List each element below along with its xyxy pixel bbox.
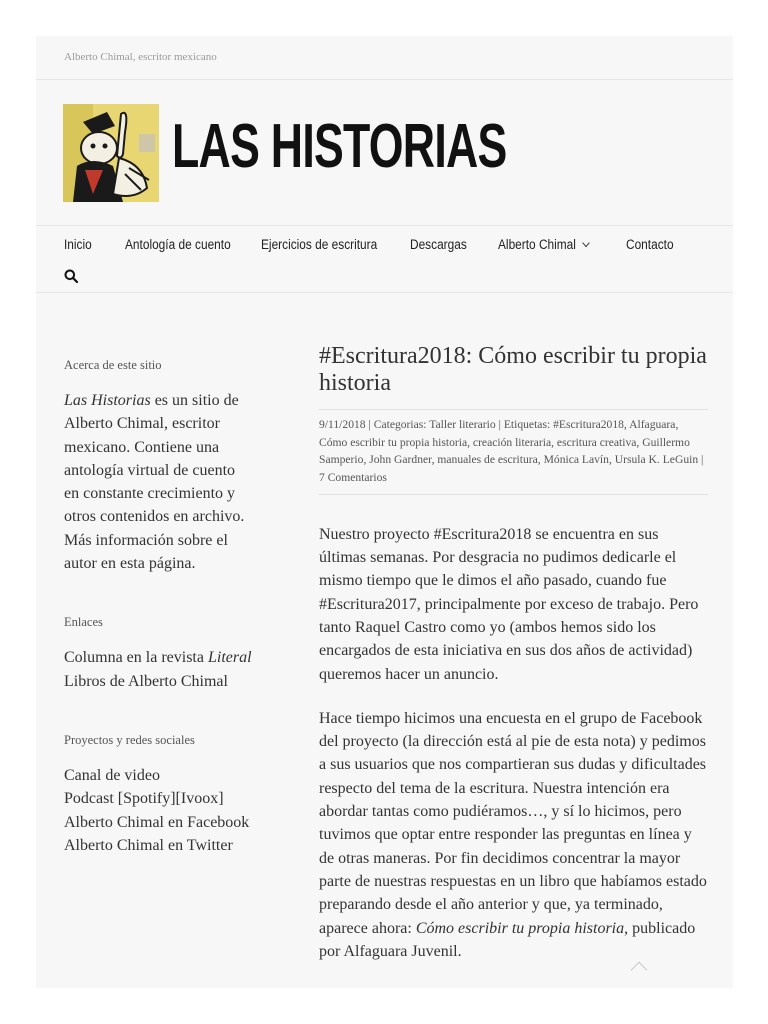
nav-item-descargas[interactable]: Descargas: [410, 237, 467, 252]
tag-link[interactable]: escritura creativa: [556, 435, 637, 449]
comments-link[interactable]: 7 Comentarios: [319, 471, 387, 485]
widget-projects: [64, 733, 254, 857]
raquel-castro-link[interactable]: Raquel Castro: [355, 619, 447, 636]
widget-links: [64, 615, 254, 693]
search-icon[interactable]: [64, 269, 78, 283]
projects-list: [64, 764, 254, 857]
link-label-italic: Literal: [207, 649, 252, 667]
post-paragraph-1: [319, 523, 708, 686]
nav-item-contacto[interactable]: Contacto: [626, 237, 674, 252]
link-columna-literal[interactable]: [64, 646, 254, 669]
link-facebook[interactable]: Alberto Chimal en Facebook: [64, 813, 250, 831]
site-header: [36, 80, 733, 226]
paragraph-text: Hace tiempo hicimos una encuesta en el grupo de Facebook del proyecto (la dirección está al pie de esta nota) y pedimos a sus usuarios que nos compartieran sus dudas y dificultades respecto del tema de la escritura. Nuestra intención era abordar tantas como pudiéramos…, y sí lo hicimos, pero tuvimos que optar entre responder las preguntas en línea y de otras maneras. Por fin decidimos concentrar la mayor parte de nuestras respuestas en un libro que habíamos estado preparando desde el año anterior y que, ya terminado, aparece ahora:: [319, 709, 707, 937]
nav-item-ejercicios[interactable]: Ejercicios de escritura: [261, 237, 378, 252]
links-list: [64, 646, 254, 693]
post-content: [319, 343, 708, 963]
tag-link[interactable]: creación literaria: [472, 435, 552, 449]
book-title-italic: Cómo escribir tu propia historia: [415, 919, 625, 937]
post-paragraph-2: [319, 707, 708, 963]
link-canal-video[interactable]: Canal de video: [64, 766, 160, 784]
about-text: [64, 389, 254, 575]
paragraph-text: Nuestro proyecto #Escritura2018 se encuentra en sus últimas semanas. Por desgracia no pudimos dedicarle el mismo tiempo que le dimos el año pasado, cuando fue #Escritura2017, principalmente por exceso de trabajo. Pero tanto: [319, 525, 699, 636]
scroll-to-top-icon[interactable]: [631, 962, 648, 979]
site-tagline: Alberto Chimal, escritor mexicano: [36, 36, 733, 80]
paragraph-text: , publicado por Alfaguara Juvenil.: [319, 919, 696, 960]
tag-link[interactable]: Alfaguara: [629, 418, 676, 431]
page: [36, 36, 733, 988]
categories-label: Categorias:: [373, 418, 430, 431]
tags-list: #Escritura2018, Alfaguara, Cómo escribir tu propia historia, creación literaria, escritura creativa, Guillermo Samperio, John Gardner, manuales de escritura, Mónica Lavín, Ursula K. LeGuin: [319, 418, 699, 467]
site-logo-text[interactable]: LAS HISTORIAS: [172, 112, 507, 181]
widget-title: Acerca de este sitio: [64, 358, 162, 372]
about-description: es un sitio de Alberto Chimal, escritor mexicano. Contiene una antología virtual de cuento en constante crecimiento y otros contenidos en archivo. Más información sobre el autor en esta página.: [64, 392, 245, 573]
widget-about: [64, 358, 254, 575]
tag-link[interactable]: Mónica Lavín: [543, 453, 609, 467]
site-name-italic: Las Historias: [64, 392, 151, 409]
nav-item-antologia[interactable]: Antología de cuento: [125, 237, 231, 252]
main-navigation: [36, 226, 733, 293]
sidebar: [64, 358, 254, 857]
link-libros[interactable]: Libros de Alberto Chimal: [64, 672, 228, 690]
nav-item-label: Alberto Chimal: [498, 237, 576, 252]
tag-link[interactable]: Cómo escribir tu propia historia: [319, 435, 468, 449]
chevron-down-icon: [582, 239, 589, 247]
post-date[interactable]: 9/11/2018: [319, 418, 366, 431]
paragraph-text: como yo (ambos hemos sido los encargados de esta iniciativa en sus dos años de actividad) queremos hacer un anuncio.: [319, 619, 693, 683]
tag-link[interactable]: manuales de escritura: [437, 453, 538, 467]
widget-title: Proyectos y redes sociales: [64, 732, 195, 747]
logo-illustration[interactable]: [63, 104, 159, 202]
link-label: Columna en la revista: [64, 649, 208, 667]
widget-title: Enlaces: [64, 615, 103, 630]
separator: |: [365, 418, 374, 431]
nav-item-alberto-chimal[interactable]: [498, 237, 588, 252]
separator: |: [698, 453, 704, 467]
tag-link[interactable]: #Escritura2018: [553, 418, 624, 431]
link-podcast[interactable]: Podcast [Spotify][Ivoox]: [64, 790, 224, 808]
nav-item-inicio[interactable]: Inicio: [64, 237, 92, 252]
tag-link[interactable]: John Gardner: [369, 453, 432, 467]
tag-link[interactable]: Ursula K. LeGuin: [614, 453, 699, 467]
post-title[interactable]: #Escritura2018: Cómo escribir tu propia historia: [319, 343, 707, 396]
tags-label: Etiquetas:: [503, 418, 554, 431]
link-twitter[interactable]: Alberto Chimal en Twitter: [64, 836, 233, 854]
separator: |: [495, 418, 504, 431]
tag-link[interactable]: Guillermo Samperio: [319, 435, 690, 467]
post-meta: [319, 409, 708, 495]
category-link[interactable]: Taller literario: [429, 418, 496, 431]
